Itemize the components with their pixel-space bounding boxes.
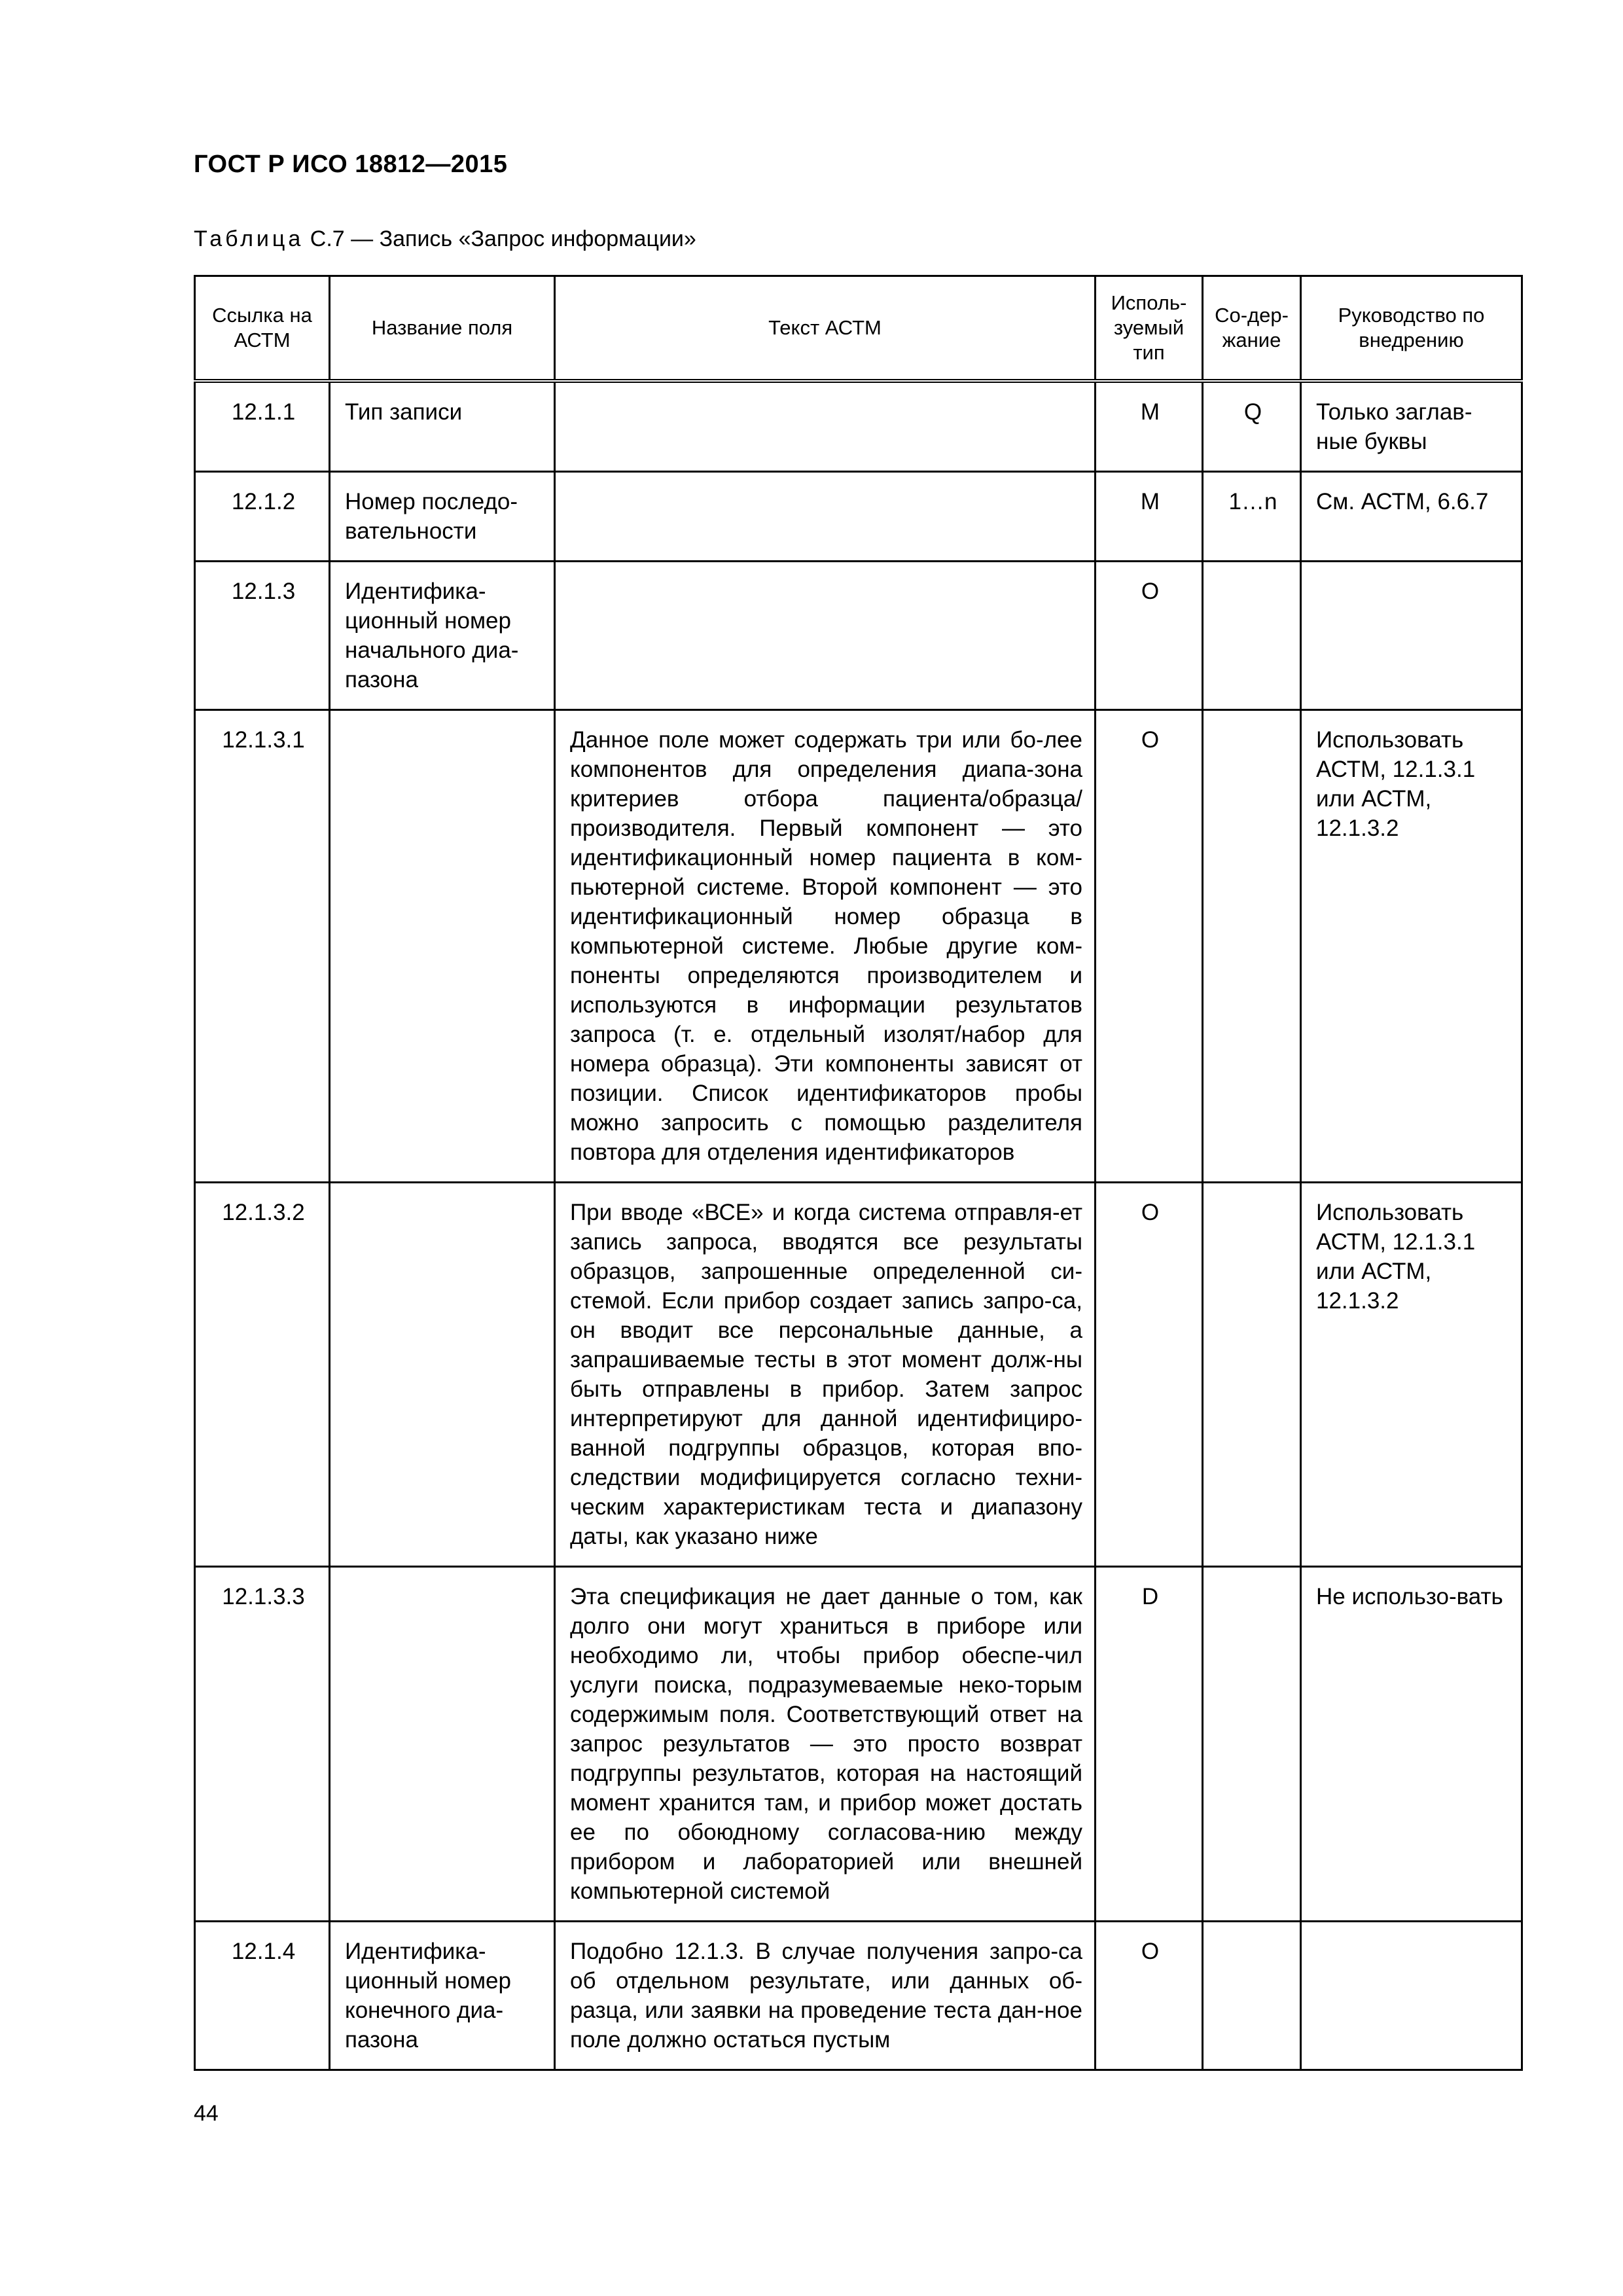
table-caption-title: — Запись «Запрос информации» (351, 226, 696, 251)
cell-content (1203, 1183, 1301, 1567)
table-row (195, 1183, 1522, 1567)
header-content: Со-дер-жание (1203, 276, 1301, 382)
cell-content (1203, 1922, 1301, 2070)
cell-content: 1…n (1203, 472, 1301, 562)
cell-name: Тип записи (330, 381, 555, 472)
cell-ref: 12.1.3.3 (195, 1567, 330, 1922)
cell-guide: См. АСТМ, 6.6.7 (1301, 472, 1522, 562)
cell-name (330, 710, 555, 1183)
cell-use: M (1096, 472, 1203, 562)
cell-guide: Не использо-вать (1301, 1567, 1522, 1922)
header-use: Исполь-зуемый тип (1096, 276, 1203, 382)
cell-ref: 12.1.3.2 (195, 1183, 330, 1567)
cell-text (555, 381, 1096, 472)
cell-guide: Использовать АСТМ, 12.1.3.1 или АСТМ, 12.1.3.2 (1301, 710, 1522, 1183)
header-ref: Ссылка на АСТМ (195, 276, 330, 382)
cell-text: Эта спецификация не дает данные о том, как долго они могут храниться в приборе или необходимо ли, чтобы прибор обеспе-чил услуги поиска, подразумеваемые неко-торым содержимым поля. Соответствующий ответ на запрос результатов — это просто возврат подгруппы результатов, которая на настоящий момент хранится там, и прибор может достать ее по обоюдному согласова-нию между прибором и лабораторией или внешней компьютерной системой (555, 1567, 1096, 1922)
table-row (195, 562, 1522, 710)
cell-name (330, 1183, 555, 1567)
cell-text: Подобно 12.1.3. В случае получения запро-са об отдельном результате, или данных об-разца, или заявки на проведение теста дан-ное поле должно остаться пустым (555, 1922, 1096, 2070)
cell-guide (1301, 562, 1522, 710)
cell-content (1203, 562, 1301, 710)
cell-use: O (1096, 1922, 1203, 2070)
cell-use: O (1096, 562, 1203, 710)
cell-content (1203, 710, 1301, 1183)
cell-name: Идентифика-ционный номер начального диа-пазона (330, 562, 555, 710)
cell-guide (1301, 1922, 1522, 2070)
cell-name (330, 1567, 555, 1922)
cell-content: Q (1203, 381, 1301, 472)
record-table (194, 275, 1523, 2071)
table-caption (194, 226, 696, 252)
cell-text: Данное поле может содержать три или бо-лее компонентов для определения диапа-зона критериев отбора пациента/образца/производителя. Первый компонент — это идентификационный номер пациента в ком-пьютерной системе. Второй компонент — это идентификационный номер образца в компьютерной системе. Любые другие ком-поненты определяются производителем и используются в информации результатов запроса (т. е. отдельный изолят/набор для номера образца). Эти компоненты зависят от позиции. Список идентификаторов пробы можно запросить с помощью разделителя повтора для отделения идентификаторов (555, 710, 1096, 1183)
cell-content (1203, 1567, 1301, 1922)
table-row (195, 710, 1522, 1183)
cell-ref: 12.1.2 (195, 472, 330, 562)
cell-guide: Использовать АСТМ, 12.1.3.1 или АСТМ, 12.1.3.2 (1301, 1183, 1522, 1567)
cell-name: Идентифика-ционный номер конечного диа-пазона (330, 1922, 555, 2070)
cell-ref: 12.1.4 (195, 1922, 330, 2070)
table-row (195, 472, 1522, 562)
cell-text: При вводе «ВСЕ» и когда система отправля-ет запись запроса, вводятся все результаты образцов, запрошенные определенной си-стемой. Если прибор создает запись запро-са, он вводит все персональные данные, а запрашиваемые тесты в этот момент долж-ны быть отправлены в прибор. Затем запрос интерпретируют для данной идентифициро-ванной подгруппы образцов, которая впо-следствии модифицируется согласно техни-ческим характеристикам теста и диапазону даты, как указано ниже (555, 1183, 1096, 1567)
cell-use: O (1096, 1183, 1203, 1567)
cell-text (555, 472, 1096, 562)
cell-ref: 12.1.3.1 (195, 710, 330, 1183)
header-text: Текст АСТМ (555, 276, 1096, 382)
cell-text (555, 562, 1096, 710)
page-number: 44 (194, 2101, 219, 2126)
table-caption-number: С.7 (310, 226, 345, 251)
table-header-row (195, 276, 1522, 382)
header-guide: Руководство по внедрению (1301, 276, 1522, 382)
document-header: ГОСТ Р ИСО 18812—2015 (194, 151, 508, 178)
cell-ref: 12.1.1 (195, 381, 330, 472)
table-row (195, 381, 1522, 472)
table-caption-label: Таблица (194, 226, 304, 251)
table-row (195, 1922, 1522, 2070)
header-name: Название поля (330, 276, 555, 382)
cell-name: Номер последо-вательности (330, 472, 555, 562)
cell-use: M (1096, 381, 1203, 472)
cell-use: D (1096, 1567, 1203, 1922)
cell-guide: Только заглав-ные буквы (1301, 381, 1522, 472)
table-row (195, 1567, 1522, 1922)
cell-ref: 12.1.3 (195, 562, 330, 710)
cell-use: O (1096, 710, 1203, 1183)
